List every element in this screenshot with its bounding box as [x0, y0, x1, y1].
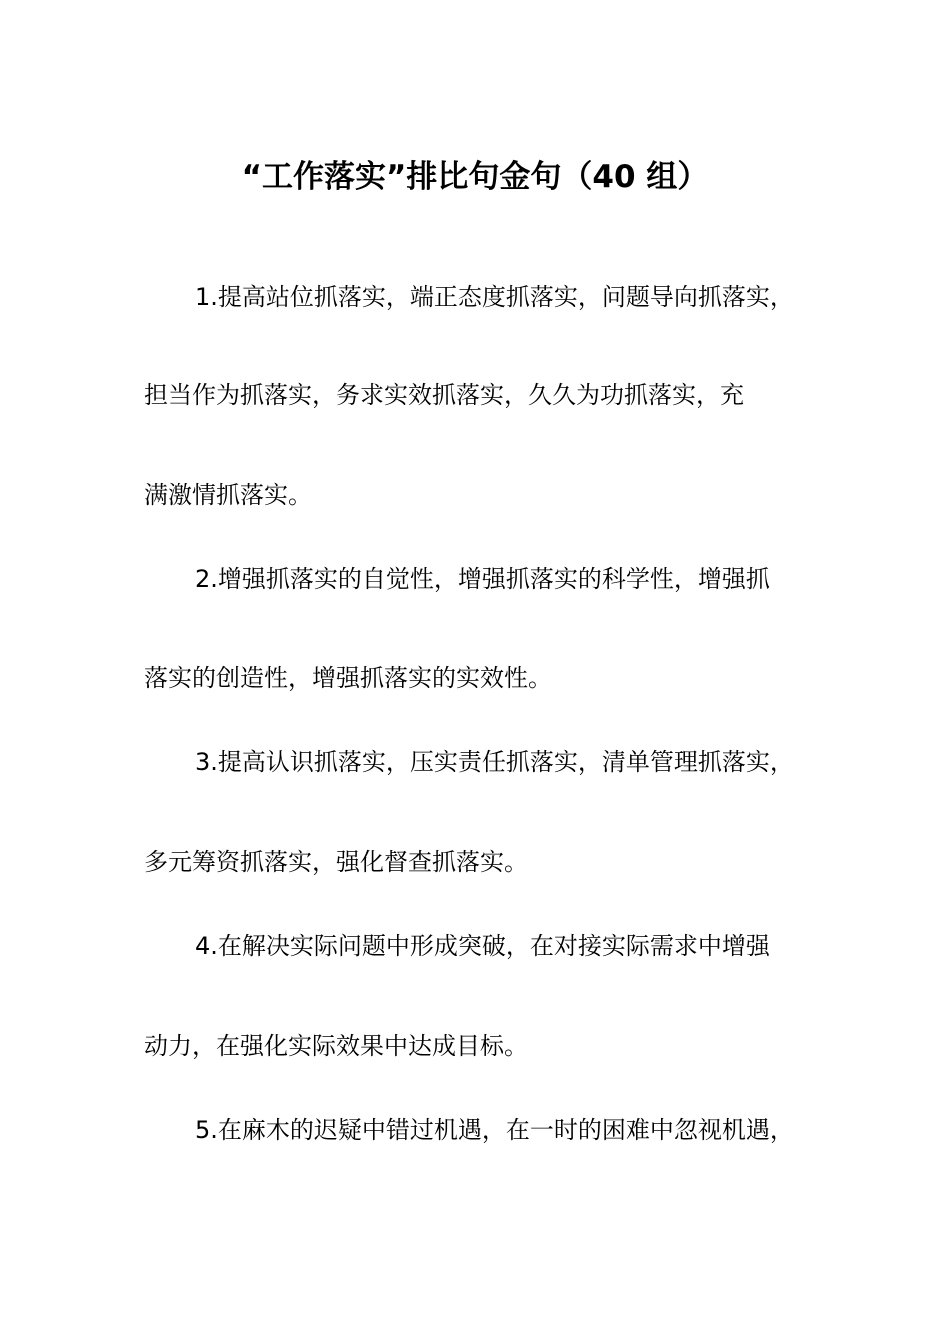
paragraph-2-line-1: 2.增强抓落实的自觉性，增强抓落实的科学性，增强抓: [195, 565, 770, 593]
paragraph-1-line-2: 担当作为抓落实，务求实效抓落实，久久为功抓落实，充: [144, 381, 744, 409]
paragraph-4-line-2: 动力，在强化实际效果中达成目标。: [144, 1032, 528, 1060]
paragraph-3-line-2: 多元筹资抓落实，强化督查抓落实。: [144, 848, 528, 876]
paragraph-5-line-1: 5.在麻木的迟疑中错过机遇，在一时的困难中忽视机遇，: [195, 1116, 794, 1144]
paragraph-3-line-1: 3.提高认识抓落实，压实责任抓落实，清单管理抓落实，: [195, 748, 794, 776]
page-title: “工作落实”排比句金句（40 组）: [241, 159, 709, 195]
paragraph-1-line-3: 满激情抓落实。: [144, 481, 312, 509]
paragraph-1-line-1: 1.提高站位抓落实，端正态度抓落实，问题导向抓落实，: [195, 283, 794, 311]
paragraph-4-line-1: 4.在解决实际问题中形成突破，在对接实际需求中增强: [195, 932, 770, 960]
paragraph-2-line-2: 落实的创造性，增强抓落实的实效性。: [144, 664, 552, 692]
